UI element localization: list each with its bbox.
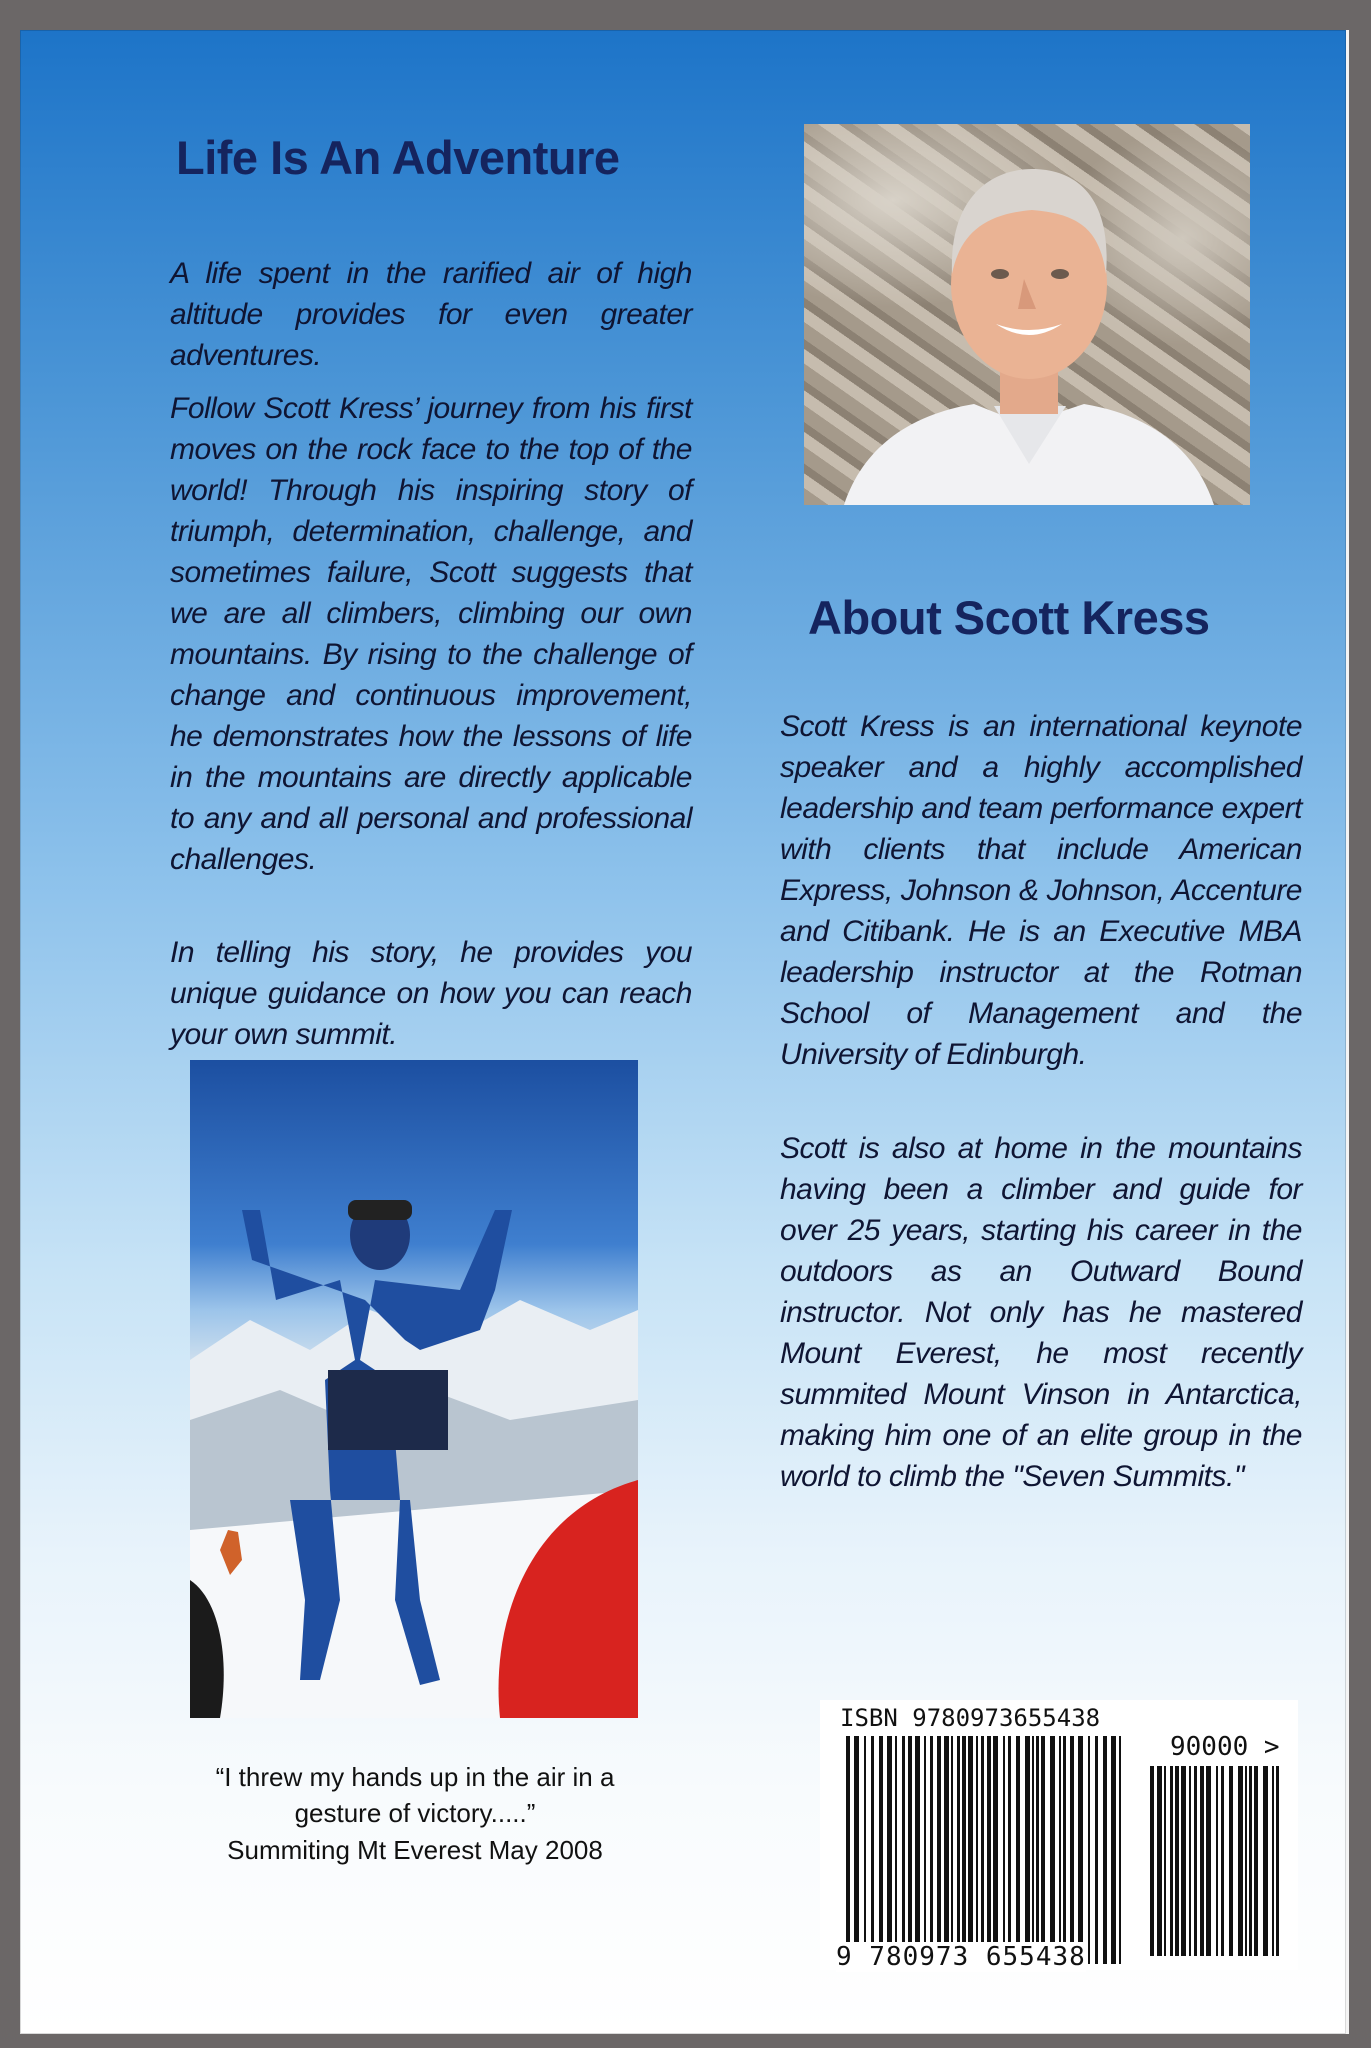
barcode-bar bbox=[846, 1736, 850, 1964]
barcode-bar bbox=[1119, 1736, 1121, 1964]
right-paragraph-2: Scott is also at home in the mountains having been a climber and guide for over 25 years, starting his career in the outdoors as an Outward Bound instructor. Not only has he mastered Mount Everest, he most recently summited Mount Vinson in Antarctica, making him one of an elite group in the world to climb the "Seven Summits." bbox=[780, 1132, 1302, 1493]
barcode-bar bbox=[1170, 1766, 1173, 1956]
right-paragraph-1: Scott Kress is an international keynote speaker and a highly accomplished leadership and team performance expert with clients that include American Express, Johnson & Johnson, Accenture and Citibank. He is an Executive MBA leadership instructor at the Rotman School of Management and the University of Edinburgh. bbox=[780, 710, 1302, 1071]
right-heading: About Scott Kress bbox=[808, 591, 1210, 644]
barcode-bar bbox=[1229, 1766, 1233, 1956]
barcode-bar bbox=[937, 1736, 941, 1964]
barcode-bar bbox=[968, 1736, 973, 1964]
left-paragraph-2: Follow Scott Kress’ journey from his first moves on the rock face to the top of the world! Through his inspiring story of triumph, determination, challenge, and sometimes failure, Scott suggests that we are all climbers, climbing our own mountains. By rising to the challenge of change and continuous improvement, he demonstrates how the lessons of life in the mountains are directly applicable to any and all personal and professional challenges. bbox=[170, 392, 692, 876]
photo-caption-line-2: gesture of victory.....” bbox=[294, 1798, 536, 1828]
barcode-bar bbox=[1008, 1736, 1011, 1964]
barcode-bar bbox=[854, 1736, 859, 1964]
barcode-bar bbox=[908, 1736, 912, 1964]
barcode-bar bbox=[1036, 1736, 1039, 1964]
barcode-bar bbox=[1221, 1766, 1224, 1956]
barcode-bar bbox=[1157, 1766, 1162, 1956]
barcode-bar bbox=[930, 1736, 933, 1964]
isbn-label: ISBN 9780973655438 bbox=[840, 1704, 1101, 1732]
barcode-bar bbox=[915, 1736, 920, 1964]
photo-caption-line-1: “I threw my hands up in the air in a bbox=[215, 1762, 615, 1792]
barcode-bar bbox=[1238, 1766, 1243, 1956]
barcode-bar bbox=[1189, 1766, 1191, 1956]
barcode-bar bbox=[1111, 1736, 1116, 1964]
barcode-bar bbox=[1249, 1766, 1252, 1956]
barcode-bar bbox=[864, 1736, 866, 1964]
barcode-bar bbox=[1245, 1766, 1247, 1956]
barcode-bar bbox=[1194, 1766, 1197, 1956]
barcode-digits: 9 780973 655438 bbox=[836, 1942, 1086, 1972]
barcode-bar bbox=[1272, 1766, 1274, 1956]
barcode-bar bbox=[981, 1736, 984, 1964]
barcode-bar bbox=[993, 1736, 998, 1964]
barcode-bar bbox=[1263, 1766, 1268, 1956]
barcode-bar bbox=[957, 1736, 960, 1964]
barcode-bar bbox=[1095, 1736, 1098, 1964]
barcode-bar bbox=[1003, 1736, 1005, 1964]
barcode-bar bbox=[1078, 1736, 1083, 1964]
barcode-bar bbox=[944, 1736, 949, 1964]
barcode-bar bbox=[924, 1736, 926, 1964]
barcode-bar bbox=[1254, 1766, 1258, 1956]
barcode-bar bbox=[951, 1736, 953, 1964]
barcode-bar bbox=[962, 1736, 966, 1964]
author-portrait-illustration bbox=[804, 124, 1250, 505]
summit-illustration bbox=[190, 1060, 638, 1718]
barcode-bar bbox=[902, 1736, 905, 1964]
barcode-bar bbox=[1181, 1766, 1186, 1956]
left-paragraph-1: A life spent in the rarified air of high altitude provides for even greater adventures. bbox=[170, 257, 692, 372]
barcode-bar bbox=[1150, 1766, 1154, 1956]
barcode-bar bbox=[1206, 1766, 1211, 1956]
barcode-bar bbox=[1200, 1766, 1204, 1956]
left-paragraph-3: In telling his story, he provides you unique guidance on how you can reach your own summit. bbox=[170, 936, 692, 1051]
barcode-bar bbox=[1103, 1736, 1107, 1964]
barcode-bar bbox=[879, 1736, 883, 1964]
barcode-bar bbox=[1164, 1766, 1166, 1956]
barcode-bar bbox=[1059, 1736, 1061, 1964]
barcode-bar bbox=[1276, 1766, 1279, 1956]
barcode-bar bbox=[1016, 1736, 1020, 1964]
barcode-bar bbox=[1070, 1736, 1074, 1964]
photo-caption-line-3: Summiting Mt Everest May 2008 bbox=[227, 1835, 603, 1865]
barcode-bar bbox=[887, 1736, 892, 1964]
addon-barcode bbox=[1150, 1766, 1280, 1956]
price-code: 90000 > bbox=[1170, 1732, 1280, 1762]
barcode-bar bbox=[1063, 1736, 1066, 1964]
ean-barcode bbox=[846, 1736, 1126, 1964]
summit-photo bbox=[190, 1060, 638, 1718]
barcode-bar bbox=[987, 1736, 991, 1964]
barcode-bar bbox=[895, 1736, 897, 1964]
barcode-bar bbox=[1175, 1766, 1179, 1956]
barcode-bar bbox=[1025, 1736, 1030, 1964]
barcode-bar bbox=[976, 1736, 978, 1964]
barcode-bar bbox=[871, 1736, 874, 1964]
left-heading: Life Is An Adventure bbox=[176, 131, 620, 184]
barcode-bar bbox=[1216, 1766, 1218, 1956]
barcode-bar bbox=[1041, 1736, 1045, 1964]
barcode-bar bbox=[1088, 1736, 1090, 1964]
author-portrait-photo bbox=[804, 124, 1250, 505]
barcode-bar bbox=[1050, 1736, 1055, 1964]
barcode-bar bbox=[1032, 1736, 1034, 1964]
